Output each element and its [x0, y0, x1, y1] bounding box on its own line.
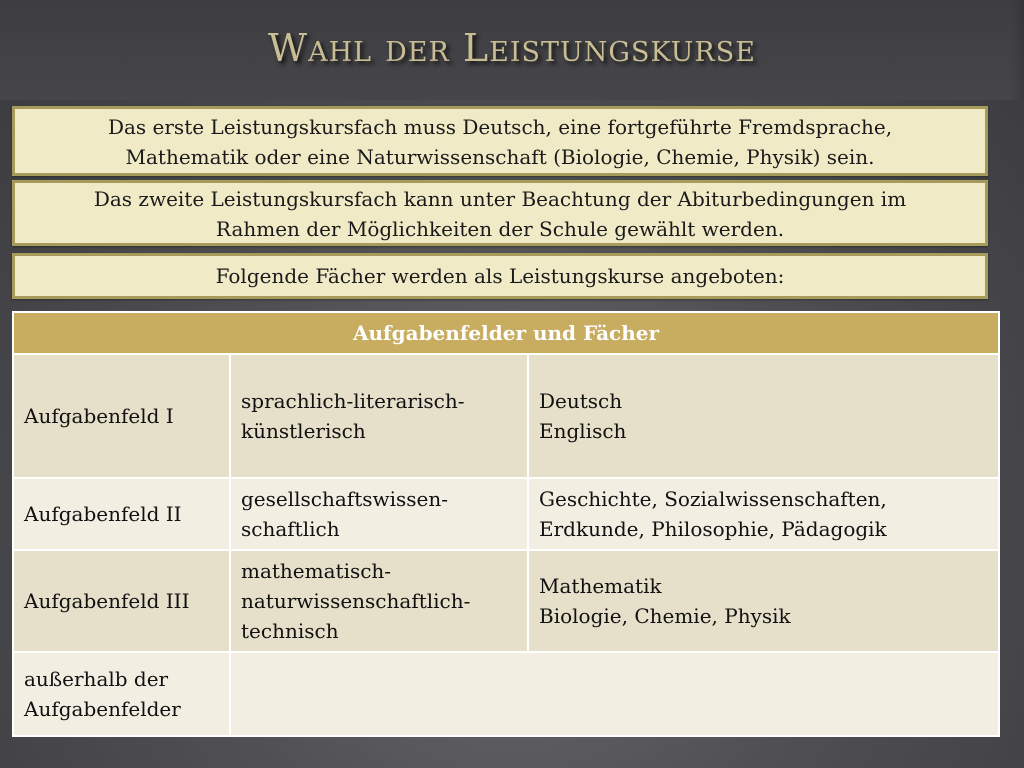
note-offered-subjects — [12, 253, 988, 299]
slide-title: Wahl der Leistungskurse — [268, 26, 756, 70]
field-cell: Aufgabenfeld I — [13, 354, 230, 478]
note-line: Das erste Leistungskursfach muss Deutsch, eine fortgeführte Fremdsprache, — [107, 115, 893, 139]
field-line: außerhalb der — [24, 667, 169, 691]
field-cell: Aufgabenfeld III — [13, 550, 230, 652]
subject-line: Biologie, Chemie, Physik — [539, 604, 791, 628]
table-row — [13, 652, 999, 736]
subject-line: Deutsch — [539, 389, 623, 413]
subjects-cell — [528, 354, 999, 478]
area-cell — [230, 354, 528, 478]
subject-line: Englisch — [539, 419, 627, 443]
note-line: Folgende Fächer werden als Leistungskurse angeboten: — [215, 264, 785, 288]
area-line: naturwissenschaftlich- — [241, 589, 471, 613]
area-line: mathematisch- — [241, 559, 392, 583]
area-cell — [230, 550, 528, 652]
table-row — [13, 550, 999, 652]
area-cell — [230, 478, 528, 550]
area-line: schaftlich — [241, 517, 340, 541]
note-second-course — [12, 180, 988, 246]
course-table — [12, 311, 1000, 737]
field-cell: Aufgabenfeld II — [13, 478, 230, 550]
area-line: gesellschaftswissen- — [241, 487, 449, 511]
field-line: Aufgabenfelder — [24, 697, 181, 721]
subject-line: Geschichte, Sozialwissenschaften, — [539, 487, 887, 511]
table-header-row — [13, 312, 999, 354]
note-first-course — [12, 106, 988, 176]
note-line: Das zweite Leistungskursfach kann unter Beachtung der Abiturbedingungen im — [93, 187, 907, 211]
area-line: sprachlich-literarisch- — [241, 389, 465, 413]
table-row — [13, 478, 999, 550]
table-header: Aufgabenfelder und Fächer — [13, 312, 999, 354]
subjects-cell — [528, 550, 999, 652]
subjects-cell — [528, 478, 999, 550]
field-cell — [13, 652, 230, 736]
table-row — [13, 354, 999, 478]
note-line: Mathematik oder eine Naturwissenschaft (Biologie, Chemie, Physik) sein. — [125, 145, 875, 169]
subject-line: Mathematik — [539, 574, 662, 598]
area-line: technisch — [241, 619, 339, 643]
subject-line: Erdkunde, Philosophie, Pädagogik — [539, 517, 887, 541]
empty-cell — [230, 652, 999, 736]
note-line: Rahmen der Möglichkeiten der Schule gewählt werden. — [215, 217, 785, 241]
area-line: künstlerisch — [241, 419, 366, 443]
